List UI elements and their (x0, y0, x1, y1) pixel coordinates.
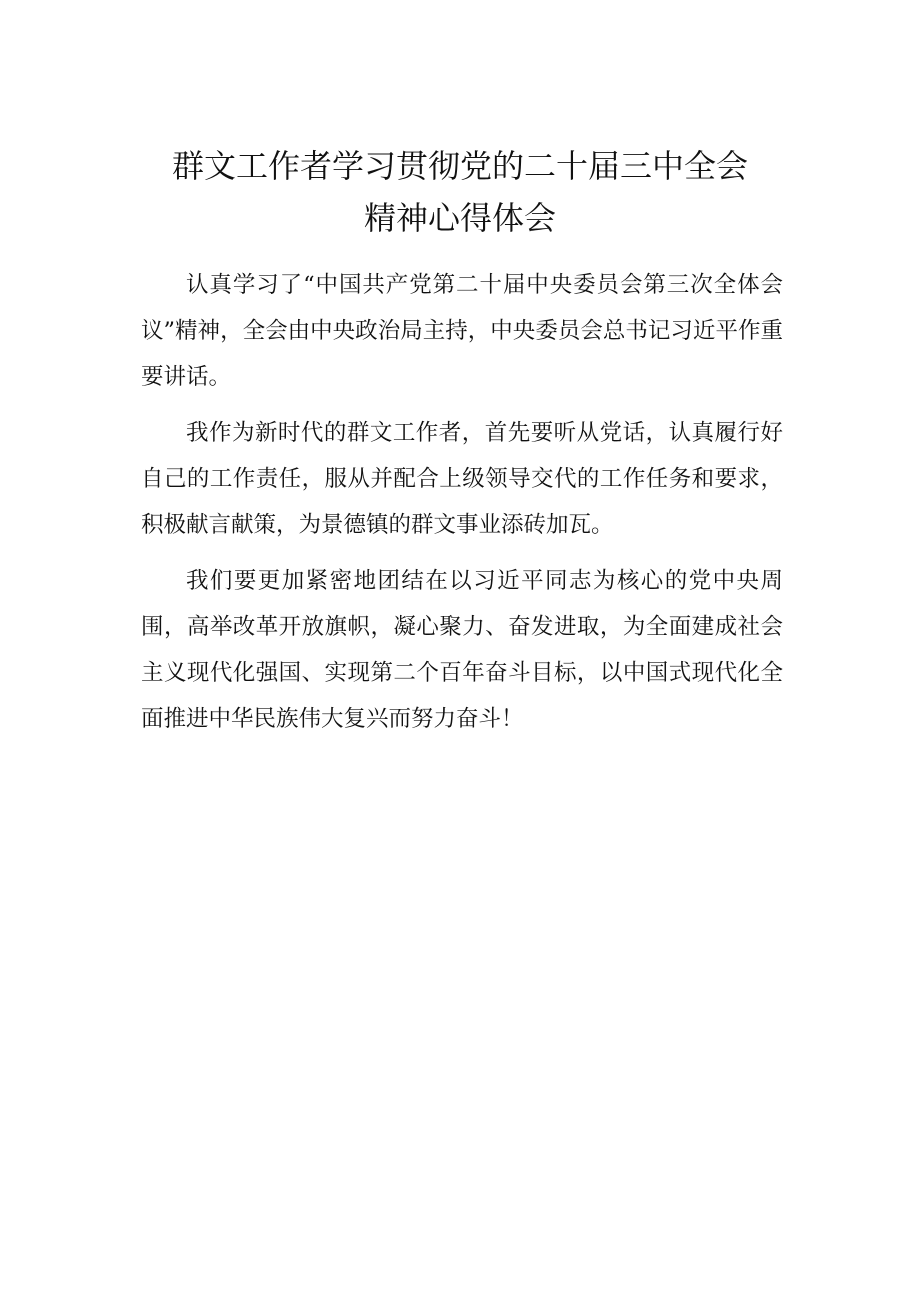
title-line-1: 群文工作者学习贯彻党的二十届三中全会 (171, 147, 748, 185)
document-body (141, 262, 783, 752)
title-line-2: 精神心得体会 (363, 199, 556, 237)
document-title (120, 140, 800, 244)
paragraph-2: 我作为新时代的群文工作者，首先要听从党话，认真履行好自己的工作责任，服从并配合上级领导交代的工作任务和要求，积极献言献策，为景德镇的群文事业添砖加瓦。 (141, 420, 783, 538)
paragraph-1: 认真学习了“中国共产党第二十届中央委员会第三次全体会议”精神，全会由中央政治局主持，中央委员会总书记习近平作重要讲话。 (141, 272, 783, 390)
paragraph-3: 我们要更加紧密地团结在以习近平同志为核心的党中央周围，高举改革开放旗帜，凝心聚力、奋发进取，为全面建成社会主义现代化强国、实现第二个百年奋斗目标，以中国式现代化全面推进中华民族伟大复兴而努力奋斗！ (141, 568, 783, 732)
